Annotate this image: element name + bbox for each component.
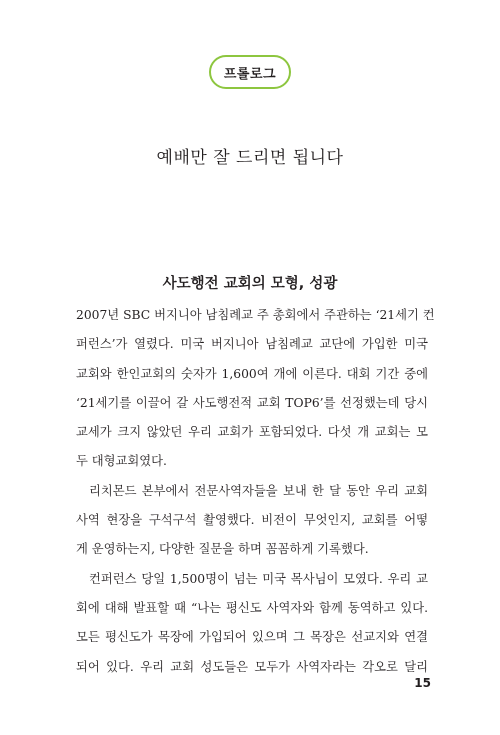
prologue-badge <box>209 55 291 89</box>
body-line: 모든 평신도가 목장에 가입되어 있으며 그 목장은 선교지와 연결 <box>76 630 428 645</box>
body-line: 2007년 SBC 버지니아 남침례교 주 총회에서 주관하는 ‘21세기 컨 <box>76 308 435 322</box>
prologue-badge-label: 프롤로그 <box>223 66 277 82</box>
section-heading: 사도행전 교회의 모형, 성광 <box>162 276 338 292</box>
body-line: 교세가 크지 않았던 우리 교회가 포함되었다. 다섯 개 교회는 모 <box>76 425 428 440</box>
body-text <box>76 301 435 682</box>
chapter-title: 예배만 잘 드리면 됩니다 <box>156 148 344 168</box>
page-number: 15 <box>414 676 431 690</box>
body-line: 리치몬드 본부에서 전문사역자들을 보내 한 달 동안 우리 교회 <box>89 483 428 498</box>
body-line: 되어 있다. 우리 교회 성도들은 모두가 사역자라는 각오로 달리 <box>76 659 428 674</box>
body-line: 사역 현장을 구석구석 촬영했다. 비전이 무엇인지, 교회를 어떻 <box>76 513 428 528</box>
body-line: ‘21세기를 이끌어 갈 사도행전적 교회 TOP6’를 선정했는데 당시 <box>76 395 428 410</box>
body-line: 컨퍼런스 당일 1,500명이 넘는 미국 목사님이 모였다. 우리 교 <box>89 571 428 586</box>
body-line: 퍼런스’가 열렸다. 미국 버지니아 남침례교 교단에 가입한 미국 <box>76 337 428 352</box>
body-line: 교회와 한인교회의 숫자가 1,600여 개에 이른다. 대회 기간 중에 <box>76 366 428 381</box>
body-line: 회에 대해 발표할 때 “나는 평신도 사역자와 함께 동역하고 있다. <box>76 600 428 615</box>
body-line: 두 대형교회였다. <box>76 454 167 469</box>
body-line: 게 운영하는지, 다양한 질문을 하며 꼼꼼하게 기록했다. <box>76 542 369 557</box>
